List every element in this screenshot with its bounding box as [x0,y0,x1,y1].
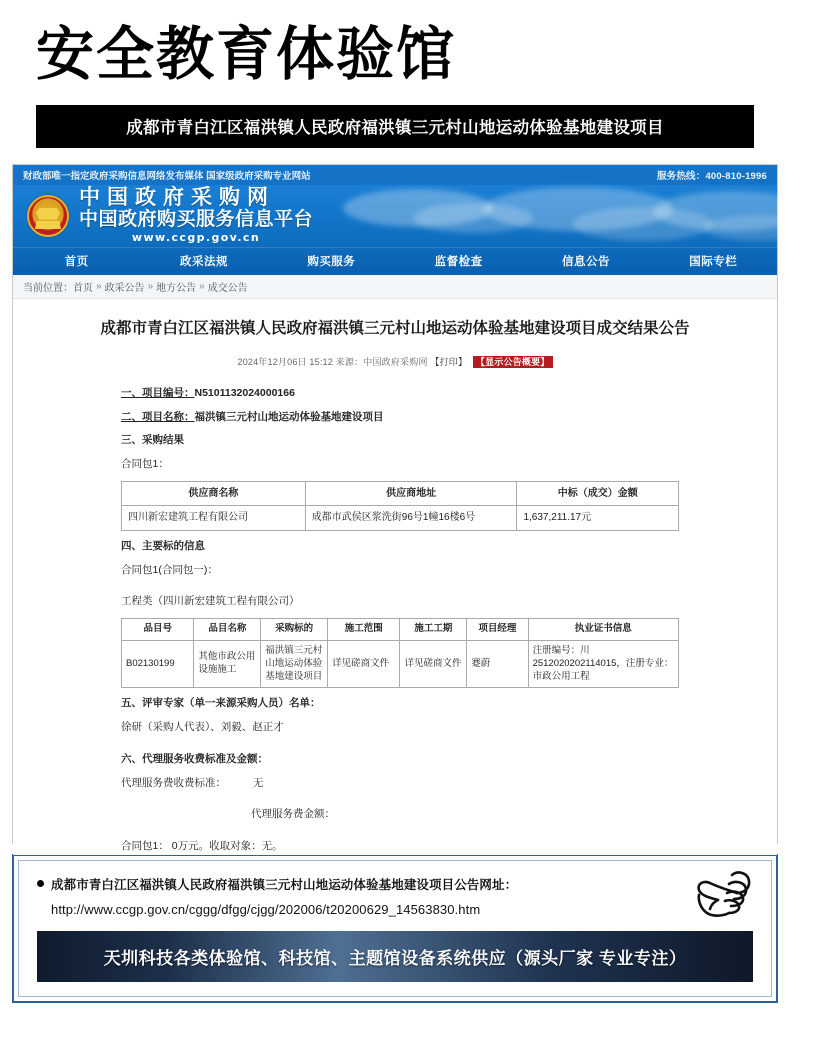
package-label-1: 合同包1： [121,458,169,471]
footer-banner [37,931,753,982]
section-2-label: 二、项目名称： [121,410,195,423]
national-emblem-icon [27,195,69,237]
package-label-1-detail: 合同包1(合同包一)： [121,563,218,576]
fee-standard [121,776,679,792]
th-award-amount: 中标（成交）金额 [517,481,679,506]
breadcrumb-item-procurement[interactable]: 政采公告 [104,282,145,294]
hero-section [0,0,790,148]
table-row [122,506,679,531]
breadcrumb-item-local[interactable]: 地方公告 [156,282,197,294]
td-item-no: B02130199 [122,641,194,688]
section-6-label: 六、代理服务收费标准及金额： [121,752,268,765]
table-row [122,641,679,688]
breadcrumb [13,275,777,299]
announcement-url-title-row [37,875,753,893]
site-logo-line1: 中国政府采购网 [79,186,275,210]
service-hotline: 服务热线：400-810-1996 [656,170,767,182]
bullet-icon [37,880,44,887]
fee-amount-label: 代理服务费金额： [251,808,335,821]
th-item-name: 品目名称 [194,619,261,641]
spacer [121,831,679,839]
article-title: 成都市青白江区福洪镇人民政府福洪镇三元村山地运动体验基地建设项目成交结果公告 [100,319,690,337]
nav-item-regulations[interactable]: 政采法规 [179,256,228,269]
announcement-url[interactable]: http://www.ccgp.gov.cn/cggg/dfgg/cjgg/202006/t20200629_14563830.htm [51,901,481,917]
section-project-number [121,386,679,402]
site-top-strip [13,165,777,185]
site-nav [13,247,777,275]
table-header-row [122,481,679,506]
article-source: 来源：中国政府采购网 [335,356,428,367]
breadcrumb-separator: » [147,280,154,292]
target-table [121,618,679,688]
nav-item-international[interactable]: 国际专栏 [689,256,738,269]
print-link[interactable]: 【打印】 [430,356,468,367]
fee-amount-value: 合同包1： 0万元。收取对象：无。 [121,840,283,853]
td-award-amount: 1,637,211.17元 [517,506,679,531]
section-3-label: 三、采购结果 [121,434,184,447]
bottom-panel-inner [18,860,772,997]
bottom-panel [12,854,778,1003]
cloud-decoration [703,215,813,241]
td-scope: 详见磋商文件 [328,641,400,688]
announcement-url-title: 成都市青白江区福洪镇人民政府福洪镇三元村山地运动体验基地建设项目公告网址： [51,877,518,892]
nav-item-purchase-service[interactable]: 购买服务 [307,256,356,269]
site-slogan: 财政部唯一指定政府采购信息网络发布媒体 国家级政府采购专业网站 [23,170,311,182]
td-target: 福洪镇三元村山地运动体验基地建设项目 [261,641,328,688]
td-item-name: 其他市政公用设施施工 [194,641,261,688]
th-project-manager: 项目经理 [467,619,528,641]
project-number-value: N5101132024000166 [194,386,295,399]
section-1-label: 一、项目编号： [121,386,195,399]
article [13,299,777,855]
site-logo-url: www.ccgp.gov.cn [131,231,261,245]
project-name-value: 福洪镇三元村山地运动体验基地建设项目 [194,410,384,423]
fee-standard-value: 无 [252,776,264,789]
spacer [121,799,679,807]
hero-subtitle-bar [36,105,754,148]
fee-standard-label: 代理服务费收费标准： [121,776,226,789]
section-project-name [121,410,679,426]
section-4-label: 四、主要标的信息 [121,539,205,552]
breadcrumb-separator: » [199,280,205,292]
pointing-hand-icon [685,865,755,927]
website-screenshot-panel [12,164,778,853]
th-duration: 施工工期 [400,619,467,641]
th-supplier-name: 供应商名称 [122,481,306,506]
breadcrumb-separator: » [96,280,102,292]
nav-item-announcements[interactable]: 信息公告 [561,256,610,269]
table-header-row [122,619,679,641]
td-project-manager: 蹇蔚 [467,641,528,688]
footer-text: 天圳科技各类体验馆、科技馆、主题馆设备系统供应（源头厂家 专业专注） [103,948,687,968]
nav-item-supervision[interactable]: 监督检查 [434,256,483,269]
result-table [121,481,679,531]
site-logo-line2: 中国政府购买服务信息平台 [79,208,314,230]
td-supplier-name: 四川新宏建筑工程有限公司 [122,506,306,531]
th-target: 采购标的 [261,619,328,641]
breadcrumb-item-home[interactable]: 首页 [73,282,93,294]
article-body [41,368,749,855]
spacer [121,586,679,594]
show-summary-badge[interactable]: 【显示公告概要】 [473,356,553,368]
spacer [121,744,679,752]
breadcrumb-item-result[interactable]: 成交公告 [207,282,248,294]
section-5-label: 五、评审专家（单一来源采购人员）名单： [121,697,321,710]
article-date: 2024年12月06日 15:12 [237,356,333,367]
category-line: 工程类（四川新宏建筑工程有限公司） [121,595,300,608]
expert-list: 徐研（采购人代表）、刘毅、赵正才 [121,721,284,734]
td-supplier-address: 成都市武侯区浆洗街96号1幢16楼6号 [305,506,517,531]
th-certificate: 执业证书信息 [528,619,678,641]
site-banner [13,185,777,247]
page-title: 安全教育体验馆 [36,20,457,88]
breadcrumb-label: 当前位置： [23,282,73,294]
site-logo [79,187,313,244]
th-scope: 施工范围 [328,619,400,641]
td-duration: 详见磋商文件 [400,641,467,688]
td-certificate: 注册编号：川2512020202114015，注册专业：市政公用工程 [528,641,678,688]
nav-item-home[interactable]: 首页 [64,256,89,269]
article-meta [41,355,749,368]
th-supplier-address: 供应商地址 [305,481,517,506]
th-item-no: 品目号 [122,619,194,641]
hero-subtitle: 成都市青白江区福洪镇人民政府福洪镇三元村山地运动体验基地建设项目 [126,118,664,137]
